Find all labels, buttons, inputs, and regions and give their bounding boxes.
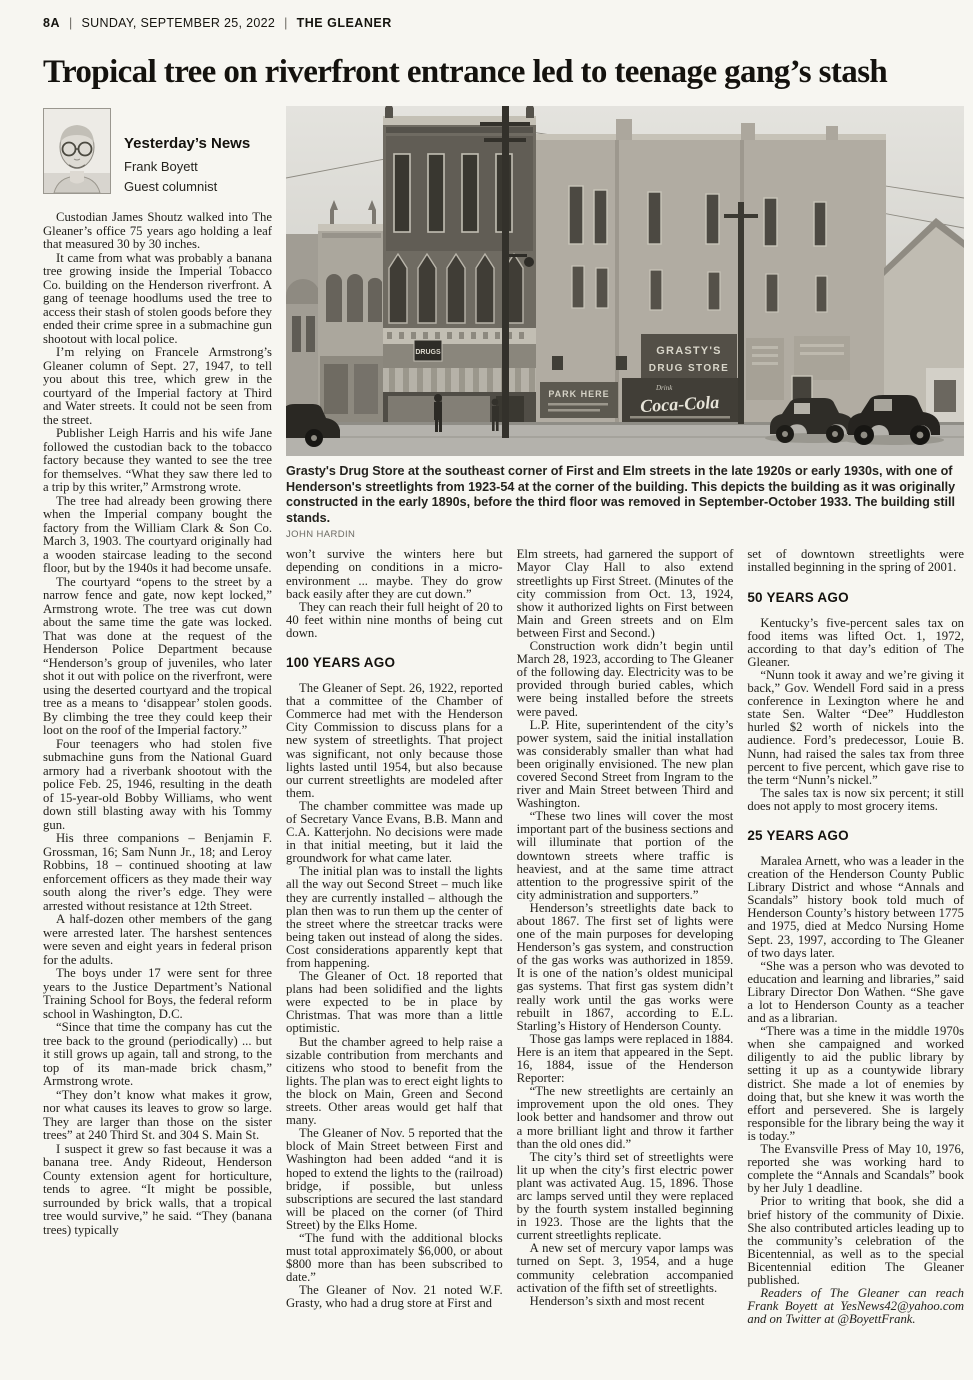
background-building-left xyxy=(286,234,320,424)
streetlight-lamp xyxy=(524,257,534,267)
svg-text:DRUG STORE: DRUG STORE xyxy=(648,363,730,374)
article-paragraph: The tree had already been growing there when the Imperial company bought the factory from the William Clark & Son Co. March 3, 1903. The courtyard originally had a wooden staircase leading to the second floor, but by the 1940s it had become unsafe. xyxy=(43,493,272,575)
article-paragraph: The Gleaner of Nov. 21 noted W.F. Grasty, who had a drug store at First and xyxy=(286,1283,503,1311)
article-paragraph: Maralea Arnett, who was a leader in the creation of the Henderson County Public Library District and whose “Annals and Scandals” history book told much of Henderson County’s history between 1775 and 1975, died at Medco Nursing Home Sept. 23, 1997, according to The Gleaner of two days later. xyxy=(747,853,965,960)
column-3 xyxy=(517,548,734,1326)
svg-text:Coca-Cola: Coca-Cola xyxy=(639,391,720,417)
svg-text:PARK HERE: PARK HERE xyxy=(548,389,610,399)
article-paragraph: “The new streetlights are certainly an improvement upon the old ones. They look better and handsomer and throw out a more brilliant light and throw it farther than the old ones did.” xyxy=(516,1084,734,1151)
columnist-name: Frank Boyett xyxy=(124,159,198,174)
ornate-neighbor-building xyxy=(318,200,385,424)
article-paragraph: “She was a person who was devoted to education and learning and libraries,” said Library Director Don Wathen. “She gave a lot to Henderson County as a teacher and as a librarian. xyxy=(747,958,965,1026)
coca-cola-sign xyxy=(622,378,738,424)
article-paragraph: A half-dozen other members of the gang were arrested later. The harshest sentences were seven and eight years in federal prison for the adults. xyxy=(43,912,272,967)
article-body xyxy=(43,106,965,1327)
photo-credit: JOHN HARDIN xyxy=(286,529,356,541)
article-paragraph: The Gleaner of Oct. 18 reported that plans had been solidified and the lights were expected to be in place by Christmas. That was more than a little optimistic. xyxy=(286,969,503,1036)
article-headline: Tropical tree on riverfront entrance led to teenage gang’s stash xyxy=(43,54,888,90)
article-paragraph: Construction work didn’t begin until March 28, 1923, according to The Gleaner of the following day. Electricity was to be provided through buried cables, which were being installed before the streets were paved. xyxy=(516,639,734,719)
drug-store-wall-sign xyxy=(641,334,737,384)
grastys-building-front xyxy=(383,106,536,424)
article-paragraph: Those gas lamps were replaced in 1884. Here is an item that appeared in the Sept. 16, 1884, issue of the Henderson Reporter: xyxy=(516,1031,734,1086)
article-paragraph: They can reach their full height of 20 to 40 feet within nine months of being cut down. xyxy=(286,599,503,640)
edition-date: SUNDAY, SEPTEMBER 25, 2022 xyxy=(81,16,276,30)
article-paragraph: The Evansville Press of May 10, 1976, reported she was working hard to complete the “Annals and Scandals” book by her July 1 deadline. xyxy=(747,1142,965,1196)
columnist-role: Guest columnist xyxy=(124,179,218,194)
columnist-headshot xyxy=(43,108,111,194)
article-paragraph: A new set of mercury vapor lamps was turned on Sept. 3, 1954, and a huge community celebration accompanied activation of the fifth set of streetlights. xyxy=(516,1241,734,1295)
awning xyxy=(383,368,536,392)
article-paragraph: The city’s third set of streetlights were lit up when the city’s first electric power plant was activated Aug. 15, 1896. Those arc lamps served until they were replaced by the fourth system installed beginning in 1923. Those are the lights that the current streetlights replicate. xyxy=(516,1149,734,1243)
photo-caption: Grasty's Drug Store at the southeast corner of First and Elm streets in the late 1920s or early 1930s, with one of Henderson's streetlights from 1923-54 at the corner of the building. This depicts the building as it was originally constructed in the early 1890s, before the third floor was removed in September-October 1933. The building still stands. xyxy=(286,464,956,525)
article-paragraph: His three companions – Benjamin F. Grossman, 16; Sam Nunn Jr., 18; and Leroy Robbins, 18 – continued shooting at law enforcement officers as they made their way south along the river’s edge. They were arrested without resistance at 12th Street. xyxy=(43,831,272,913)
svg-text:Drink: Drink xyxy=(656,384,673,392)
article-paragraph: Readers of The Gleaner can reach Frank Boyett at YesNews42@yahoo.com and on Twitter at @BoyettFrank. xyxy=(747,1286,965,1327)
article-paragraph: The Gleaner of Sept. 26, 1922, reported that a committee of the Chamber of Commerce had met with the Henderson City Commission to discuss plans for a new system of streetlights. That project was significant, not only because those lights lasted until 1954, but also because our current streetlights are modeled after them. xyxy=(286,681,503,800)
article-paragraph: set of downtown streetlights were installed beginning in the spring of 2001. xyxy=(747,547,965,575)
lower-columns xyxy=(286,548,964,1326)
separator: | xyxy=(68,16,73,30)
article-paragraph: Publisher Leigh Harris and his wife Jane followed the custodian back to the tobacco factory because they wanted to see the tree for themselves. “What they saw there led to a trip by this writer,” Armstrong wrote. xyxy=(43,426,272,494)
park-here-sign xyxy=(540,382,618,418)
article-paragraph: But the chamber agreed to help raise a sizable contribution from merchants and citizens who stood to benefit from the lights. The plan was to erect eight lights to the block on Main, Green and Second streets. Other areas would get half that many. xyxy=(286,1034,503,1128)
article-paragraph: I’m relying on Francele Armstrong’s Gleaner column of Sept. 27, 1947, to tell you about this tree, which grew in the courtyard of the Imperial factory at Third and Water streets. It could not be seen from the street. xyxy=(43,345,272,427)
article-paragraph: “These two lines will cover the most important part of the business sections and will illuminate that portion of the downtown streets where traffic is heaviest, and at the same time attract attention to the progressive spirit of the city administration and supporters.” xyxy=(516,809,734,902)
article-paragraph: Prior to writing that book, she did a brief history of the community of Dixie. She also contributed articles leading up to the community’s celebration of the Bicentennial, as well as to the special Bicentennial edition The Gleaner published. xyxy=(747,1194,965,1287)
column-4 xyxy=(747,548,964,1326)
article-paragraph: I suspect it grew so fast because it was a banana tree. Andy Rideout, Henderson County extension agent for horticulture, tends to agree. “It might be possible, surrounded by brick walls, that a tropical tree would survive,” he said. “They (banana trees) typically xyxy=(43,1141,272,1237)
article-paragraph: “There was a time in the middle 1970s when she campaigned and worked diligently to aid the public library by setting it up as a countywide library district. She made a lot of enemies by doing that, but she knew it was worth the effort and persevered. She is largely responsible for the library being the way it is today.” xyxy=(747,1024,965,1143)
grastys-building-side-wall xyxy=(536,119,886,424)
page-header xyxy=(43,16,948,30)
article-paragraph: won’t survive the winters here but depending on conditions in a micro-environment ... maybe. They do grow back easily after they are cut down.” xyxy=(286,547,503,601)
byline-info xyxy=(124,108,250,194)
publication-name: THE GLEANER xyxy=(296,16,392,30)
page-number: 8A xyxy=(43,16,60,30)
article-paragraph: “Nunn took it away and we’re giving it back,” Gov. Wendell Ford said in a press conference in Lexington where he and state Sen. Walter “Dee” Huddleston hurled $2 worth of nickels into the audience. Ford’s predecessor, Louie B. Nunn, had raised the sales tax from three percent to five percent, which gave rise to the term “Nunn’s nickel.” xyxy=(747,667,965,787)
article-paragraph: It came from what was probably a banana tree growing inside the Imperial Tobacco Co. building on the Henderson riverfront. A gang of teenage hoodlums used the tree to access their stash of stolen goods before they ended their crime spree in a submachine gun shootout with local police. xyxy=(43,250,272,346)
right-area xyxy=(286,106,964,1326)
column-title: Yesterday’s News xyxy=(124,135,251,152)
article-paragraph: The boys under 17 were sent for three years to the Justice Department’s National Training School for Boys, the federal reform school in Washington, D.C. xyxy=(43,966,272,1021)
article-paragraph: The Gleaner of Nov. 5 reported that the block of Main Street between First and Washington had been added “and it is hoped to extend the lights to the (railroad) bridge, if possible, but unless subscriptions are secured the last standard will be placed on the corner (of Third Street) by the Elks Home. xyxy=(286,1126,503,1232)
column-1 xyxy=(43,106,272,1326)
article-paragraph: The courtyard “opens to the street by a narrow fence and gate, now kept locked,” Armstrong wrote. The tree was cut down about the same time the gate was locked. That was done at the request of the Henderson Police Department because “Henderson’s group of juveniles, who later shot it out with police on the riverfront, were using the deserted courtyard and the tropical tree as a means to ‘disappear’ stolen goods. By climbing the tree they could keep their loot on the roof of the Imperial factory.” xyxy=(43,574,272,737)
svg-text:GRASTY'S: GRASTY'S xyxy=(656,345,722,357)
article-paragraph: “The fund with the additional blocks must total approximately $6,000, or about $800 more than has been subscribed to date.” xyxy=(286,1230,503,1285)
article-paragraph: Henderson’s streetlights date back to about 1867. The first set of lights were one of the main purposes for developing Henderson’s gas system, and construction of the gas works was authorized in 1859. It is one of the nation’s oldest municipal gas systems. That first gas system didn’t really work until the gas works were rebuilt in 1867, according to E.L. Starling’s History of Henderson County. xyxy=(516,900,734,1033)
byline-block xyxy=(43,108,272,194)
article-paragraph: Henderson’s sixth and most recent xyxy=(529,1293,705,1308)
column-1-text xyxy=(43,211,272,1237)
section-heading: 100 YEARS AGO xyxy=(286,655,396,671)
article-paragraph: Custodian James Shoutz walked into The Gleaner’s office 75 years ago holding a leaf that measured 30 by 30 inches. xyxy=(43,210,272,251)
article-paragraph: “They don’t know what makes it grow, nor what causes its leaves to grow so large. They are larger than those on the sister trees” at 240 Third St. and 304 S. Main St. xyxy=(43,1087,272,1142)
svg-text:DRUGS: DRUGS xyxy=(415,349,441,356)
article-paragraph: The sales tax is now six percent; it still does not apply to most grocery items. xyxy=(747,785,965,813)
article-paragraph: L.P. Hite, superintendent of the city’s power system, said the initial installation was considerably smaller than what had been originally envisioned. The new plan covered Second Street from Ingram to the river and Main Street between Third and Washington. xyxy=(516,717,734,811)
historic-photo xyxy=(286,106,964,456)
section-heading: 50 YEARS AGO xyxy=(747,589,849,605)
article-paragraph: Kentucky’s five-percent sales tax on food items was lifted Oct. 1, 1972, according to that day’s edition of The Gleaner. xyxy=(747,615,965,669)
article-paragraph: Elm streets, had garnered the support of Mayor Clay Hall to also extend streetlights up First Street. (Minutes of the city commission from Oct. 13, 1924, show it authorized lights on First between Main and Green streets and on Elm between First and Second.) xyxy=(516,547,734,640)
article-paragraph: Four teenagers who had stolen five submachine guns from the National Guard armory had a riverbank shootout with the police Feb. 25, 1946, resulting in the death of 15-year-old Bobby Williams, who went down still blasting away with his Tommy gun. xyxy=(43,736,272,832)
article-paragraph: The chamber committee was made up of Secretary Vance Evans, B.B. Mann and C.A. Katterjohn. No decisions were made in that initial meeting, but it laid the groundwork for what came later. xyxy=(286,798,503,866)
separator: | xyxy=(284,16,288,30)
pedestrian xyxy=(434,394,442,432)
photo-illustration xyxy=(286,106,964,456)
article-paragraph: “Since that time the company has cut the tree back to the ground (periodically) ... but it still grows up again, tall and strong, to the top of its man-made brick chasm,” Armstrong wrote. xyxy=(43,1020,272,1088)
column-2 xyxy=(286,548,503,1326)
headshot-illustration xyxy=(44,109,110,193)
section-heading: 25 YEARS AGO xyxy=(747,827,849,843)
article-paragraph: The initial plan was to install the lights all the way out Second Street – much like they are currently installed – although the plan then was to run them up the center of the street where the streetcar tracks were being taken out instead of along the sides. Cost considerations apparently kept that from happening. xyxy=(286,864,503,970)
drugs-sign xyxy=(414,340,442,361)
